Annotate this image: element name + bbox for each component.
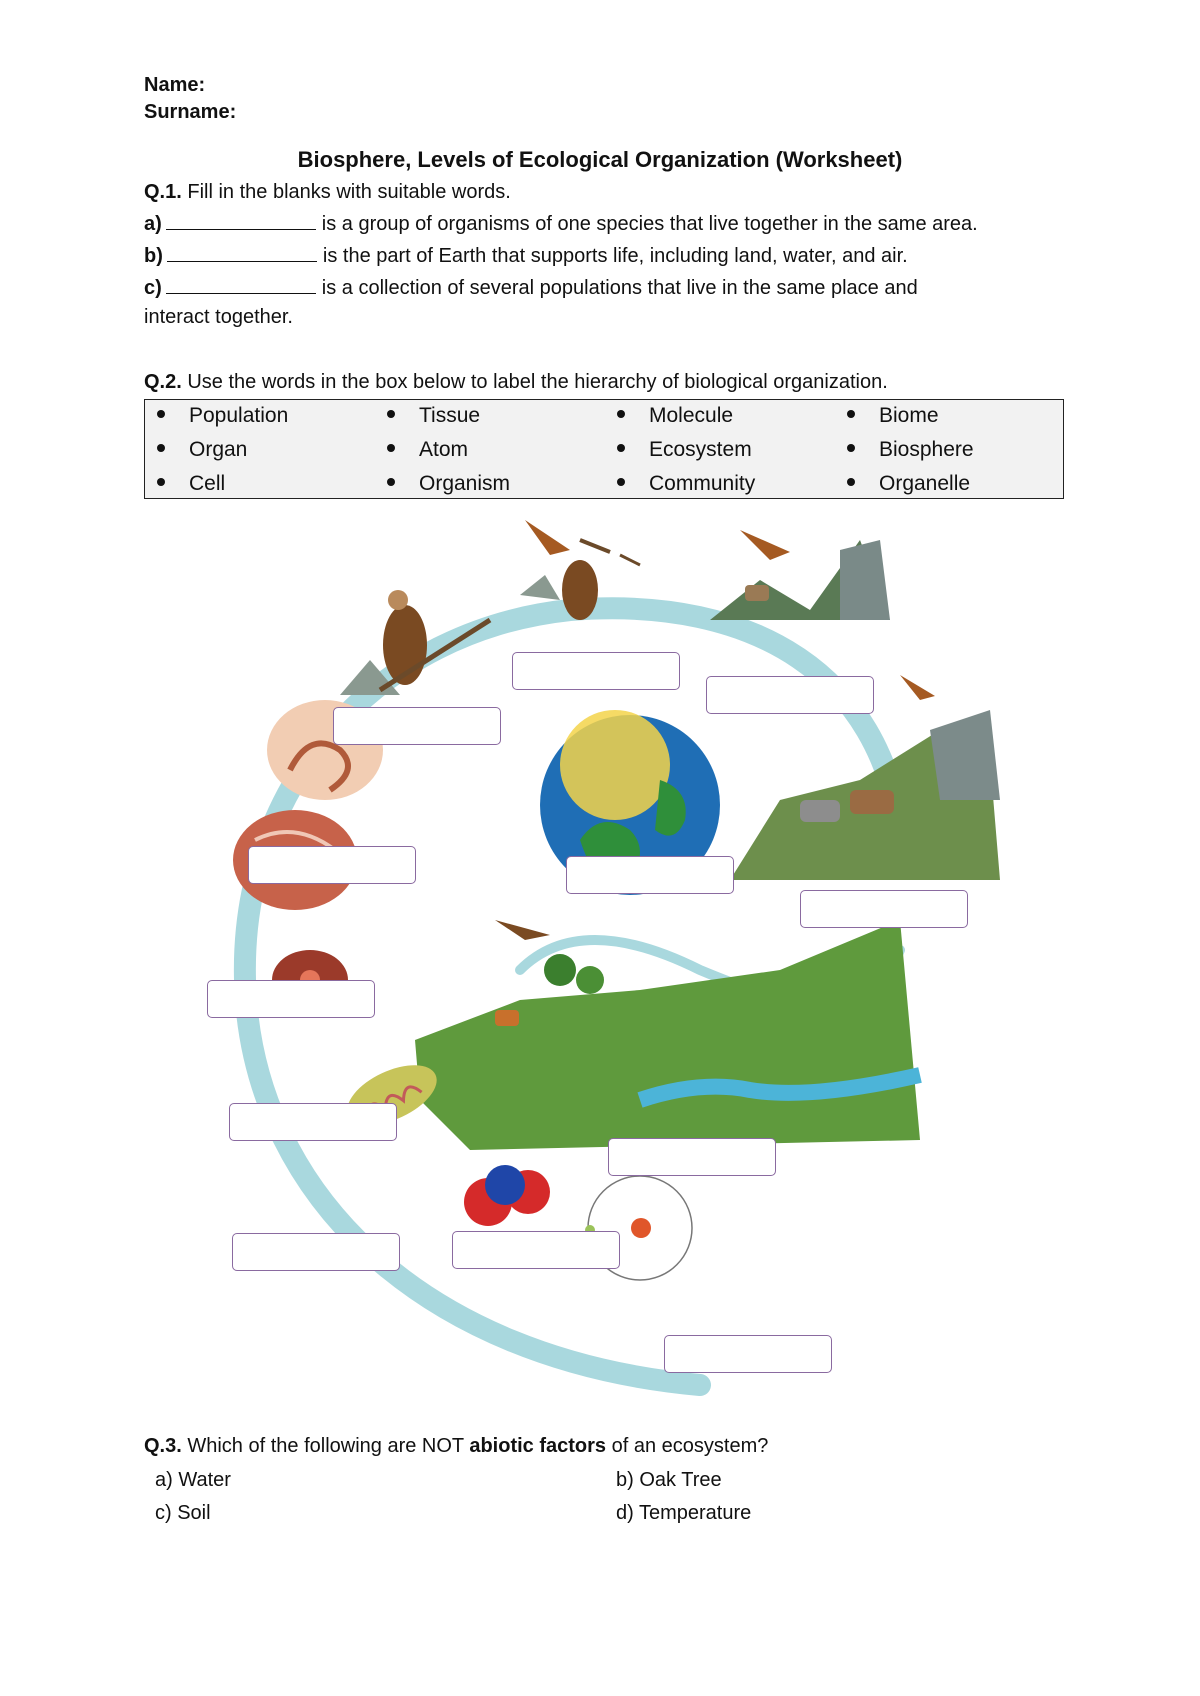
word-bank-item: Organ (157, 438, 247, 462)
label-box-atom[interactable] (664, 1335, 832, 1373)
bullet-icon (387, 478, 395, 486)
q1-item-text: is a group of organisms of one species that live together in the same area. (321, 213, 978, 235)
bullet-icon (157, 478, 165, 486)
word-bank-item: Tissue (387, 404, 480, 428)
label-box-community[interactable] (706, 676, 874, 714)
q1-item-c (144, 277, 918, 300)
q1-item-letter: a) (144, 213, 162, 235)
q3-option-d[interactable]: d) Temperature (616, 1502, 752, 1524)
word-bank (144, 399, 1064, 499)
q1-prompt-line (144, 181, 511, 204)
q1-item-c-continuation: interact together. (144, 306, 293, 328)
bullet-icon (617, 478, 625, 486)
label-box-population[interactable] (512, 652, 680, 690)
q3-option-c[interactable]: c) Soil (155, 1502, 211, 1524)
q3-option-a[interactable]: a) Water (155, 1469, 231, 1491)
fill-blank[interactable] (166, 278, 316, 294)
q1-item-a (144, 213, 978, 236)
bullet-icon (617, 410, 625, 418)
q3-prompt-before: Which of the following are NOT (187, 1435, 464, 1457)
bullet-icon (847, 478, 855, 486)
word-bank-item: Atom (387, 438, 468, 462)
q3-prompt-bold: abiotic factors (469, 1435, 607, 1457)
word-bank-item: Population (157, 404, 288, 428)
label-box-biosphere[interactable] (566, 856, 734, 894)
bullet-icon (387, 444, 395, 452)
word-bank-item: Community (617, 472, 755, 496)
label-box-cell[interactable] (229, 1103, 397, 1141)
q1-item-text: is a collection of several populations that live in the same place and (321, 277, 918, 299)
q1-prompt: Fill in the blanks with suitable words. (187, 181, 511, 203)
label-box-organ[interactable] (248, 846, 416, 884)
q1-item-letter: b) (144, 245, 163, 267)
q2-number: Q.2. (144, 371, 182, 393)
bullet-icon (157, 410, 165, 418)
q1-item-letter: c) (144, 277, 162, 299)
molecule-icon (464, 1165, 550, 1226)
fill-blank[interactable] (167, 246, 317, 262)
word-bank-item: Organism (387, 472, 510, 496)
bullet-icon (157, 444, 165, 452)
label-box-biome[interactable] (800, 890, 968, 928)
label-box-organism[interactable] (333, 707, 501, 745)
label-box-molecule[interactable] (452, 1231, 620, 1269)
q3-prompt-after: of an ecosystem? (611, 1435, 769, 1457)
word-bank-item: Cell (157, 472, 225, 496)
q2-prompt: Use the words in the box below to label the hierarchy of biological organization. (187, 371, 888, 393)
bullet-icon (847, 444, 855, 452)
name-label: Name: (144, 74, 206, 96)
q3-option-b[interactable]: b) Oak Tree (616, 1469, 722, 1491)
q3-prompt-line (144, 1435, 768, 1458)
word-bank-item: Ecosystem (617, 438, 752, 462)
label-box-organelle[interactable] (232, 1233, 400, 1271)
word-bank-item: Biome (847, 404, 939, 428)
label-box-tissue[interactable] (207, 980, 375, 1018)
bullet-icon (387, 410, 395, 418)
q1-number: Q.1. (144, 181, 182, 203)
q1-item-b (144, 245, 908, 268)
worksheet-title: Biosphere, Levels of Ecological Organization (Worksheet) (297, 147, 903, 172)
fill-blank[interactable] (166, 214, 316, 230)
q3-number: Q.3. (144, 1435, 182, 1457)
bullet-icon (617, 444, 625, 452)
word-bank-item: Biosphere (847, 438, 974, 462)
q2-prompt-line (144, 371, 888, 394)
q1-item-text: is the part of Earth that supports life, including land, water, and air. (322, 245, 908, 267)
label-box-ecosystem[interactable] (608, 1138, 776, 1176)
bullet-icon (847, 410, 855, 418)
word-bank-item: Organelle (847, 472, 970, 496)
surname-label: Surname: (144, 101, 237, 123)
mountain-community-icon (710, 530, 890, 620)
word-bank-item: Molecule (617, 404, 733, 428)
